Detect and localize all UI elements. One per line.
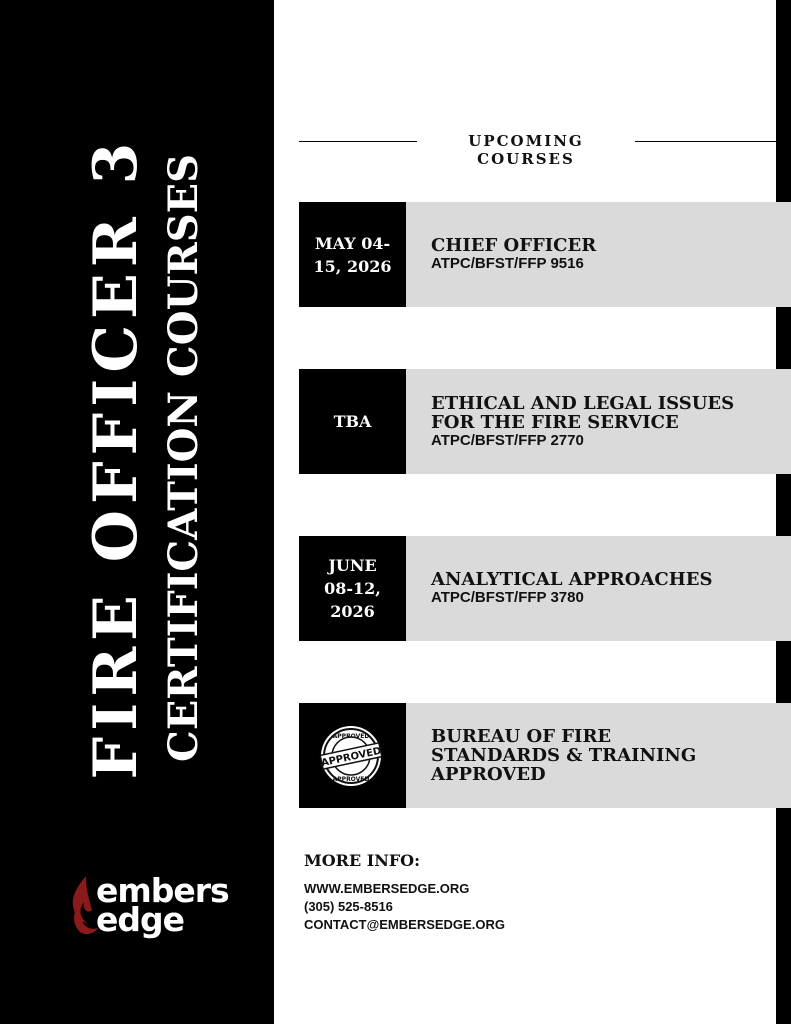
approval-info	[406, 703, 791, 808]
logo-word-edge: edge	[96, 900, 185, 939]
course-card	[299, 536, 791, 641]
course-card	[299, 202, 791, 307]
title-certification-courses: CERTIFICATION COURSES	[160, 154, 207, 763]
course-title: ETHICAL AND LEGAL ISSUES FOR THE FIRE SERVICE	[431, 392, 735, 433]
course-code: ATPC/BFST/FFP 3780	[431, 589, 584, 606]
course-title: ANALYTICAL APPROACHES	[431, 569, 713, 590]
course-info	[406, 369, 791, 474]
website-link[interactable]: WWW.EMBERSEDGE.ORG	[304, 881, 470, 896]
embers-edge-logo	[66, 872, 246, 942]
email-link[interactable]: CONTACT@EMBERSEDGE.ORG	[304, 917, 505, 932]
course-code: ATPC/BFST/FFP 2770	[431, 431, 584, 449]
course-title: CHIEF OFFICER	[431, 235, 597, 256]
course-code: ATPC/BFST/FFP 9516	[431, 255, 584, 272]
right-edge-stripe	[776, 0, 791, 1024]
course-card	[299, 369, 791, 474]
divider-right	[635, 141, 776, 142]
course-date: TBA	[299, 369, 406, 474]
course-info	[406, 536, 791, 641]
more-info-heading: MORE INFO:	[304, 851, 421, 870]
more-info-section	[304, 851, 505, 934]
section-header	[299, 130, 776, 168]
approval-card	[299, 703, 791, 808]
divider-left	[299, 141, 417, 142]
course-date: MAY 04-15, 2026	[299, 202, 406, 307]
approved-stamp-icon	[317, 724, 385, 788]
left-panel	[0, 0, 274, 1024]
svg-text:APPROVED: APPROVED	[332, 733, 370, 740]
approval-badge-box	[299, 703, 406, 808]
course-date: JUNE 08-12, 2026	[299, 536, 406, 641]
course-info	[406, 202, 791, 307]
section-label: UPCOMING COURSES	[468, 132, 584, 168]
phone-number[interactable]: (305) 525-8516	[304, 899, 393, 914]
approval-text: BUREAU OF FIRE STANDARDS & TRAINING APPROVED	[431, 726, 697, 785]
svg-text:APPROVED: APPROVED	[332, 776, 370, 783]
svg-text:APPROVED: APPROVED	[320, 745, 383, 770]
title-fire-officer: FIRE OFFICER 3	[81, 136, 151, 780]
logo-word-embers: embers	[96, 871, 229, 910]
